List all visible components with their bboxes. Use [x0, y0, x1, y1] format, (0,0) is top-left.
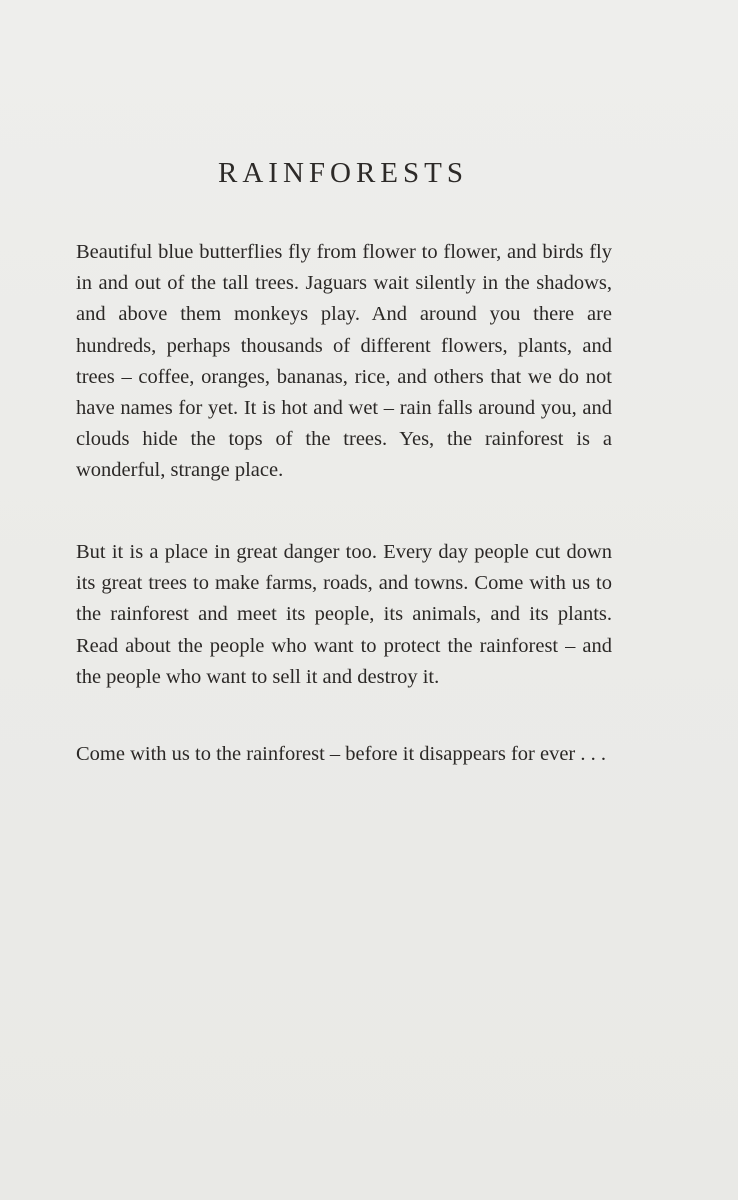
chapter-title: RAINFORESTS	[218, 157, 468, 189]
paragraph-intro: Beautiful blue butterflies fly from flower to flower, and birds fly in and out of the tall trees. Jaguars wait silently in the shadows, and above them monkeys play. And around you there are hundreds, perhaps thousands of different flowers, plants, and trees – coffee, oranges, bananas, rice, and others that we do not have names for yet. It is hot and wet – rain falls around you, and clouds hide the tops of the trees. Yes, the rainforest is a wonderful, strange place.	[76, 241, 612, 482]
paragraph-closing: Come with us to the rainforest – before it disappears for ever . . .	[76, 743, 606, 765]
paragraph-danger: But it is a place in great danger too. Every day people cut down its great trees to make farms, roads, and towns. Come with us to the rainforest and meet its people, its animals, and its plants. Read about the people who want to protect the rainforest – and the people who want to sell it and destroy it.	[76, 541, 612, 688]
